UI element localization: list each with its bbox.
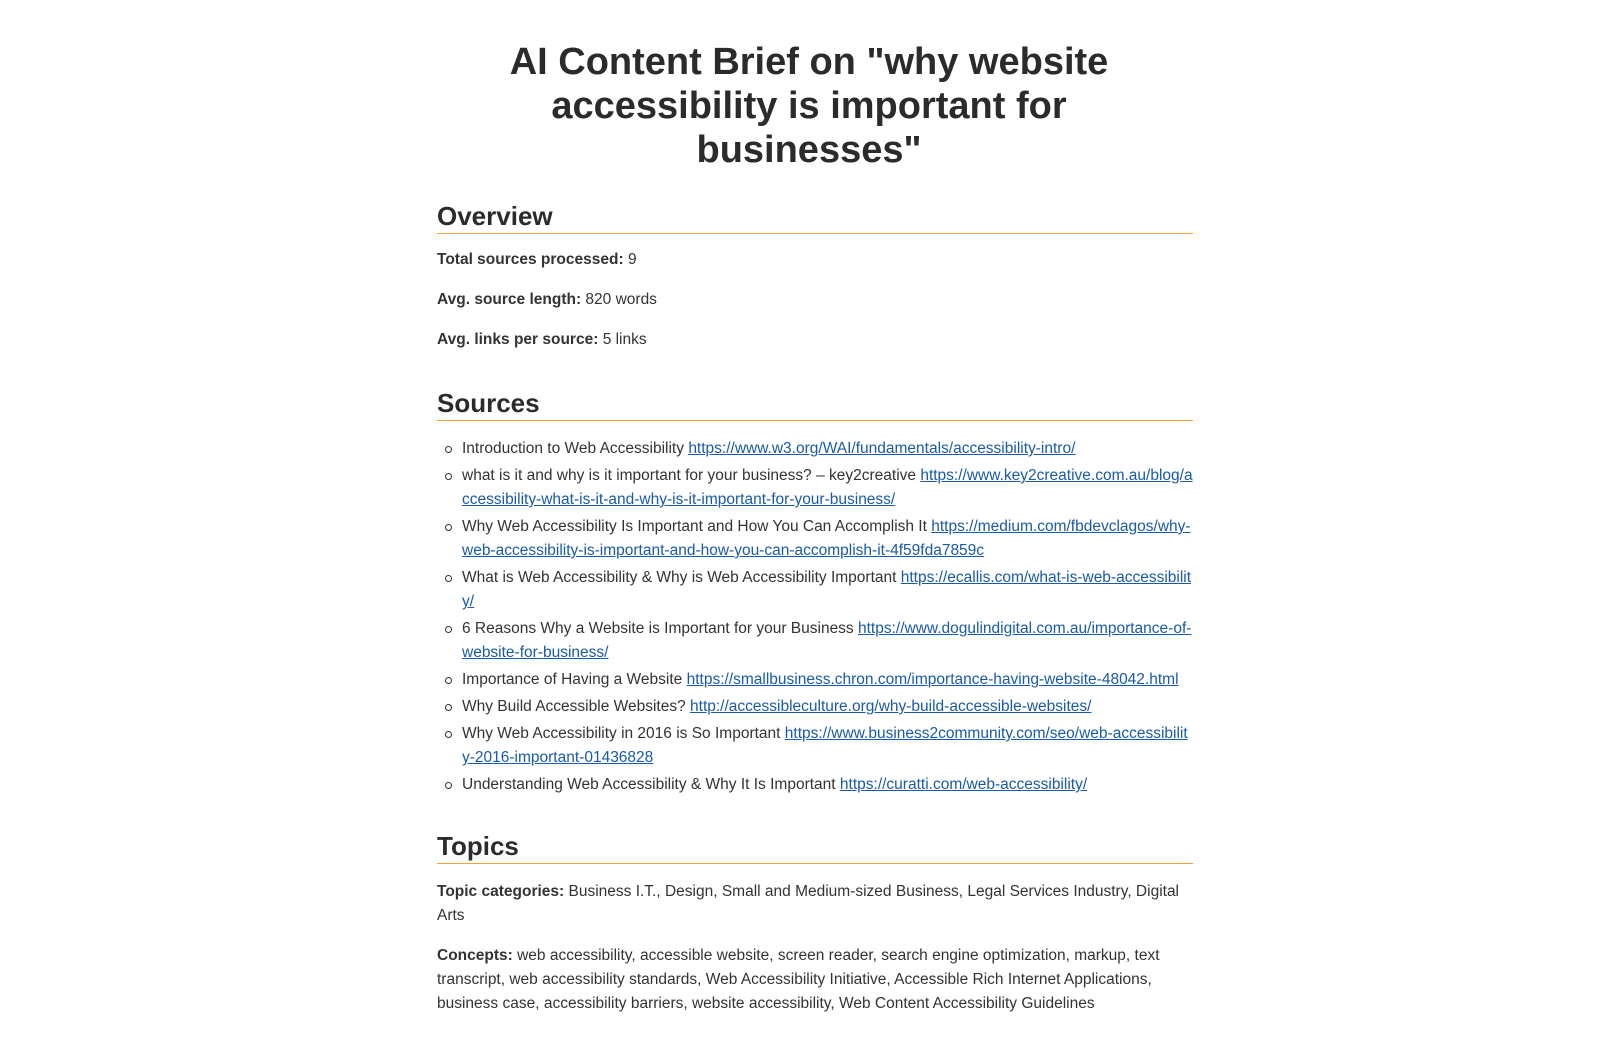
topic-categories-label: Topic categories: bbox=[437, 883, 565, 900]
source-item bbox=[462, 437, 1193, 461]
stat-label: Total sources processed: bbox=[437, 251, 624, 268]
source-title: Importance of Having a Website bbox=[462, 671, 683, 688]
topic-categories-value: Business I.T., Design, Small and Medium-sized Business, Legal Services Industry, Digital Arts bbox=[437, 883, 1180, 924]
source-link[interactable]: https://curatti.com/web-accessibility/ bbox=[839, 776, 1088, 793]
source-item bbox=[462, 722, 1193, 770]
overview-heading: Overview bbox=[437, 201, 1193, 234]
source-link[interactable]: https://www.business2community.com/seo/web-accessibility-2016-important-01436828 bbox=[462, 725, 1188, 766]
topic-concepts-value: web accessibility, accessible website, screen reader, search engine optimization, markup, text transcript, web accessibility standards, Web Accessibility Initiative, Accessible Rich Internet Applications, business case, accessibility barriers, website accessibility, Web Content Accessibility Guidelines bbox=[437, 947, 1160, 1012]
main-content bbox=[437, 201, 1193, 1032]
topic-categories bbox=[437, 880, 1193, 928]
source-item bbox=[462, 668, 1193, 692]
source-title: Understanding Web Accessibility & Why It Is Important bbox=[462, 776, 836, 793]
sources-heading: Sources bbox=[437, 388, 1193, 421]
source-title: Why Web Accessibility Is Important and How You Can Accomplish It bbox=[462, 518, 927, 535]
source-link[interactable]: http://accessibleculture.org/why-build-accessible-websites/ bbox=[690, 698, 1092, 715]
source-link[interactable]: https://www.w3.org/WAI/fundamentals/accessibility-intro/ bbox=[688, 440, 1076, 457]
stat-avg-source-length bbox=[437, 290, 1193, 310]
stat-label: Avg. source length: bbox=[437, 291, 582, 308]
stat-total-sources bbox=[437, 250, 1193, 270]
source-item bbox=[462, 617, 1193, 665]
source-title: Why Web Accessibility in 2016 is So Important bbox=[462, 725, 781, 742]
stat-value: 5 links bbox=[602, 331, 647, 348]
source-link[interactable]: https://www.dogulindigital.com.au/importance-of-website-for-business/ bbox=[462, 620, 1192, 661]
sources-list bbox=[437, 437, 1193, 797]
topic-concepts bbox=[437, 944, 1193, 1016]
source-link[interactable]: https://medium.com/fbdevclagos/why-web-accessibility-is-important-and-how-you-can-accomplish-it-4f59fda7859c bbox=[462, 518, 1191, 559]
source-link[interactable]: https://www.key2creative.com.au/blog/accessibility-what-is-it-and-why-is-it-important-for-your-business/ bbox=[462, 467, 1193, 508]
stat-avg-links bbox=[437, 330, 1193, 350]
source-item bbox=[462, 773, 1193, 797]
source-item bbox=[462, 464, 1193, 512]
topics-heading: Topics bbox=[437, 831, 1193, 864]
topic-concepts-label: Concepts: bbox=[437, 947, 513, 964]
source-title: 6 Reasons Why a Website is Important for your Business bbox=[462, 620, 854, 637]
source-link[interactable]: https://smallbusiness.chron.com/importance-having-website-48042.html bbox=[686, 671, 1179, 688]
source-item bbox=[462, 695, 1193, 719]
page-title: AI Content Brief on "why website accessibility is important for businesses" bbox=[509, 41, 1109, 171]
source-item bbox=[462, 515, 1193, 563]
source-link[interactable]: https://ecallis.com/what-is-web-accessibility/ bbox=[462, 569, 1192, 610]
source-title: Why Build Accessible Websites? bbox=[462, 698, 686, 715]
stat-value: 820 words bbox=[585, 291, 657, 308]
overview-stats bbox=[437, 250, 1193, 350]
source-title: What is Web Accessibility & Why is Web Accessibility Important bbox=[462, 569, 897, 586]
source-title: what is it and why is it important for your business? – key2creative bbox=[462, 467, 917, 484]
source-title: Introduction to Web Accessibility bbox=[462, 440, 684, 457]
stat-label: Avg. links per source: bbox=[437, 331, 599, 348]
topics-block bbox=[437, 880, 1193, 1016]
stat-value: 9 bbox=[627, 251, 637, 268]
source-item bbox=[462, 566, 1193, 614]
